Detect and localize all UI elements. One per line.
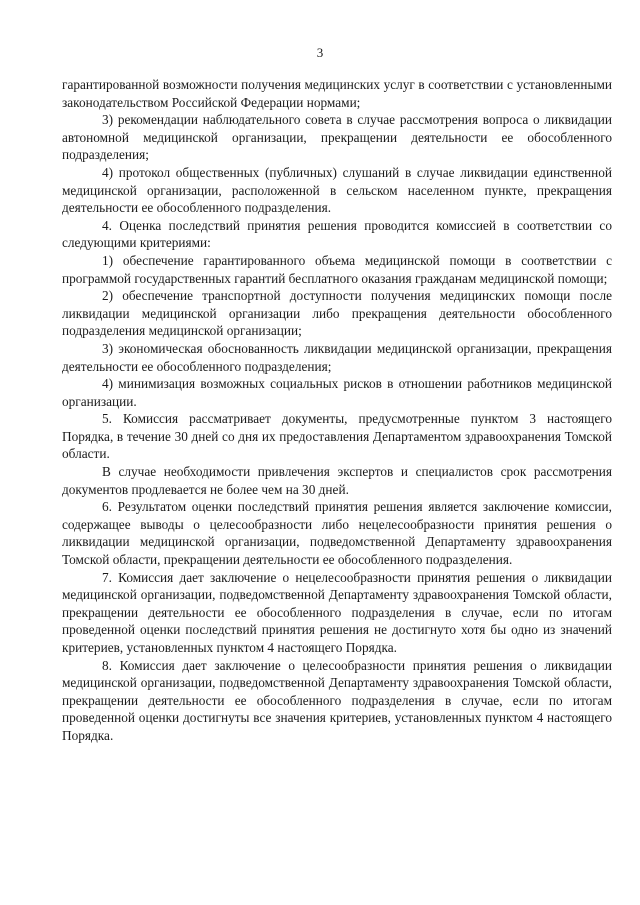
paragraph-item-4-hearings-protocol: 4) протокол общественных (публичных) слушаний в случае ликвидации единственной медицинской организации, расположенной в сельском населенном пункте, прекращения деятельности ее обособленного подразделения. [62, 164, 612, 216]
paragraph-criterion-3: 3) экономическая обоснованность ликвидации медицинской организации, прекращения деятельности ее обособленного подразделения; [62, 340, 612, 374]
paragraph-section-6: 6. Результатом оценки последствий принятия решения является заключение комиссии, содержащее выводы о целесообразности либо нецелесообразности принятия решения о ликвидации медицинской организации, подведомственной Департаменту здравоохранения Томской области, прекращении деятельности ее обособленного подразделения. [62, 499, 612, 568]
paragraph-section-8: 8. Комиссия дает заключение о целесообразности принятия решения о ликвидации медицинской организации, подведомственной Департаменту здравоохранения Томской области, прекращении деятельности ее обособленного подразделения в случае, если по итогам проведенной оценки достигнуты все значения критериев, установленных пунктом 4 настоящего Порядка. [62, 657, 612, 743]
paragraph-section-5: 5. Комиссия рассматривает документы, предусмотренные пунктом 3 настоящего Порядка, в течение 30 дней со дня их предоставления Департаментом здравоохранения Томской области. [62, 411, 612, 462]
paragraph-criterion-1: 1) обеспечение гарантированного объема медицинской помощи в соответствии с программой государственных гарантий бесплатного оказания гражданам медицинской помощи; [62, 252, 612, 286]
paragraph-criterion-4: 4) минимизация возможных социальных рисков в отношении работников медицинской организации. [62, 376, 612, 409]
paragraph-section-5-extension: В случае необходимости привлечения экспертов и специалистов срок рассмотрения документов продлевается не более чем на 30 дней. [62, 464, 612, 497]
paragraph-section-4: 4. Оценка последствий принятия решения проводится комиссией в соответствии со следующими критериями: [62, 217, 612, 251]
document-body [62, 76, 612, 745]
paragraph-continuation: гарантированной возможности получения медицинских услуг в соответствии с установленными законодательством Российской Федерации нормами; [62, 77, 612, 110]
page-number: 3 [316, 45, 324, 60]
paragraph-section-7: 7. Комиссия дает заключение о нецелесообразности принятия решения о ликвидации медицинской организации, подведомственной Департаменту здравоохранения Томской области, прекращении деятельности ее обособленного подразделения в случае, если по итогам проведенной оценки последствий принятия решения не достигнуто хотя бы одно из значений критериев, установленных пунктом 4 настоящего Порядка. [62, 569, 612, 655]
paragraph-criterion-2: 2) обеспечение транспортной доступности получения медицинских помощи после ликвидации медицинской организации либо прекращения деятельности обособленного подразделения медицинской организации; [62, 288, 612, 339]
paragraph-item-3-recommendations: 3) рекомендации наблюдательного совета в случае рассмотрения вопроса о ликвидации автономной медицинской организации, прекращении деятельности ее обособленного подразделения; [62, 112, 612, 163]
